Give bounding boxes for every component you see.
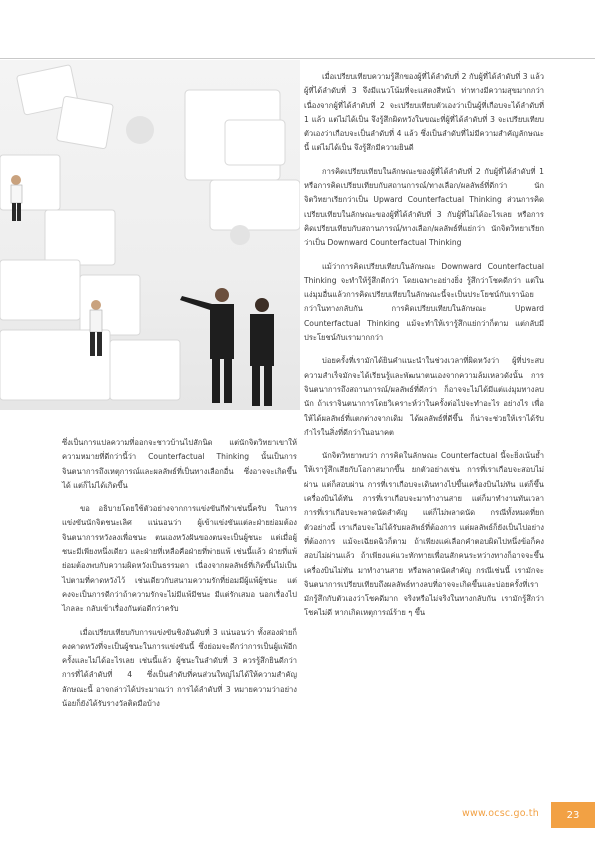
paragraph: บ่อยครั้งที่เรามักได้ยินคำแนะนำในช่วงเวลาที่ผิดหวังว่า ผู้ที่ประสบความสำเร็จมักจะได้เรียนรู้และพัฒนาตนเองจากความล้มเหลวดังนั้น การจินตนาการถึงสถานการณ์/ผลลัพธ์ที่ดีกว่า ก็อาจจะไม่ได้มีแต่แง่มุมทางลบนัก ถ้าเราจินตนาการโดยวิเคราะห์ว่าในครั้งต่อไปจะทำอะไร อย่างไร เพื่อให้ได้ผลลัพธ์ที่แตกต่างจากเดิม ได้ผลลัพธ์ที่ดีขึ้น ก็น่าจะช่วยให้เราได้รับกำไรในสิ่งที่ดีกว่าในอนาคต [304,356,544,437]
header-rule [0,58,595,59]
footer-website-link[interactable]: www.ocsc.go.th [462,808,539,819]
page-number: 23 [551,802,595,828]
photo-illustration [0,60,300,410]
paragraph: เมื่อเปรียบเทียบกับการแข่งขันชิงอันดับที่ 3 แน่นอนว่า ทั้งสองฝ่ายก็คงคาดหวังที่จะเป็นผู้ชนะในการแข่งขันนี้ ซึ่งย่อมจะดีกว่าการเป็นผู้แพ้อีกครั้งและไม่ได้อะไรเลย เช่นนี้แล้ว ผู้ชนะในลำดับที่ 3 ควรรู้สึกยินดีกว่าการที่ได้ลำดับที่ 4 ซึ่งเป็นลำดับที่คนส่วนใหญ่ไม่ได้ให้ความสำคัญลักษณะนี้ อาจกล่าวได้ประมาณว่า การได้ลำดับที่ 3 หมายความว่าอย่างน้อยก็ยังได้รับรางวัลติดมือบ้าง [62,627,297,709]
business-people-puzzle-photo [0,60,300,410]
paragraph: นักจิตวิทยาพบว่า การคิดในลักษณะ Counterfactual นี้จะยิ่งเน้นย้ำให้เรารู้สึกเสียกับโอกาสมากขึ้น ยกตัวอย่างเช่น การที่เราเกือบจะสอบไม่ผ่าน แต่ก็สอบผ่าน การที่เราเกือบจะเดินทางไปขึ้นเครื่องบินไม่ทัน แต่ก็ขึ้นเครื่องบินได้ทัน การที่เราเกือบจะมาทำงานสาย แต่ก็มาทำงานทันเวลา การที่เราเกือบจะพลาดนัดสำคัญ แต่ก็ไม่พลาดนัด กรณีทั้งหมดที่ยกตัวอย่างนี้ เราเกือบจะไม่ได้รับผลลัพธ์ที่ต้องการ แต่ผลลัพธ์ก็ยังเป็นไปอย่างที่ต้องการ แม้จะเฉียดฉิวก็ตาม ถ้าเพียงแค่เลือกคำตอบผิดไปหนึ่งข้อก็คงสอบไม่ผ่านแล้ว ถ้าเพียงแค่แวะทักทายเพื่อนสักคนระหว่างทางก็อาจจะขึ้นเครื่องบินไม่ทัน มาทำงานสาย หรือพลาดนัดสำคัญ กรณีเช่นนี้ เรามักจะจินตนาการเปรียบเทียบถึงผลลัพธ์ทางลบที่อาจจะเกิดขึ้นและบ่อยครั้งที่เรามักรู้สึกกับตัวเองว่าโชคดีมาก จริงหรือไม่จริงในทางกลับกัน เรามักรู้สึกว่าโชคไม่ดี หากเกิดเหตุการณ์ร้าย ๆ ขึ้น [304,451,544,618]
paragraph: ซึ่งเป็นการแปลความที่ออกจะชาวบ้านไปสักนิด แต่นักจิตวิทยาเขาให้ความหมายที่ดีกว่านี้ว่า Counterfactual Thinking นั้นเป็นการจินตนาการถึงเหตุการณ์และผลลัพธ์ที่เป็นทางเลือกอื่น ซึ่งอาจจะเกิดขึ้นได้ แต่ก็ไม่ได้เกิดขึ้น [62,438,297,490]
left-text-column [62,436,297,720]
paragraph: การคิดเปรียบเทียบในลักษณะของผู้ที่ได้ลำดับที่ 2 กับผู้ที่ได้ลำดับที่ 1 หรือการคิดเปรียบเทียบกับสถานการณ์/ทางเลือก/ผลลัพธ์ที่ดีกว่า นักจิตวิทยาเรียกว่าเป็น Upward Counterfactual Thinking ส่วนการคิดเปรียบเทียบในลักษณะของผู้ที่ได้ลำดับที่ 3 กับผู้ที่ไม่ได้อะไรเลย หรือการคิดเปรียบเทียบกับสถานการณ์/ทางเลือก/ผลลัพธ์ที่แย่กว่า นักจิตวิทยาเรียกว่าเป็น Downward Counterfactual Thinking [304,166,544,248]
right-text-column [304,70,544,630]
paragraph: แม้ว่าการคิดเปรียบเทียบในลักษณะ Downward Counterfactual Thinking จะทำให้รู้สึกดีกว่า โดยเฉพาะอย่างยิ่ง รู้สึกว่าโชคดีกว่า แต่ในแง่มุมอื่นแล้วการคิดเปรียบเทียบในลักษณะนี้จะเป็นประโยชน์กับเราน้อยกว่าในทางกลับกัน การคิดเปรียบเทียบในลักษณะ Upward Counterfactual Thinking แม้จะทำให้เรารู้สึกแย่กว่าก็ตาม แต่กลับมีประโยชน์กับเรามากกว่า [304,261,544,343]
paragraph: เมื่อเปรียบเทียบความรู้สึกของผู้ที่ได้ลำดับที่ 2 กับผู้ที่ได้ลำดับที่ 3 แล้ว ผู้ที่ได้ลำดับที่ 3 จึงมีแนวโน้มที่จะแสดงสีหน้า ท่าทางมีความสุขมากกว่า เนื่องจากผู้ที่ได้ลำดับที่ 2 จะเปรียบเทียบตัวเองว่าเป็นผู้ที่เกือบจะได้ลำดับที่ 1 แล้ว แต่ไม่ได้เป็น จึงรู้สึกผิดหวังในขณะที่ผู้ที่ได้ลำดับที่ 3 จะเปรียบเทียบตัวเองว่าเกือบจะเป็นลำดับที่ 4 แล้ว ซึ่งเป็นลำดับที่ไม่มีความสำคัญลักษณะนี้ แต่ไม่ได้เป็น จึงรู้สึกมีความยินดี [304,72,544,153]
paragraph: ขอ อธิบายโดยใช้ตัวอย่างจากการแข่งขันกีฬาเช่นนี้ครับ ในการแข่งขันนักจิตชนะเลิศ แน่นอนว่า ผู้เข้าแข่งขันแต่ละฝ่ายย่อมต้องจินตนาการหวังลงเพื่อชนะ ตนเองหวังฝันของตนจะเป็นผู้ชนะ แต่เมื่อผู้ชนะมีเพียงหนึ่งเดียว และฝ่ายที่เหลือคือฝ่ายที่พ่ายแพ้ เช่นนี้แล้ว ฝ่ายที่แพ้ย่อมต้องพบกับความผิดหวังเป็นธรรมดา เนื่องจากผลลัพธ์ที่เกิดขึ้นไม่เป็นไปตามที่คาดหวังไว้ เช่นเดียวกับสนามความรักที่ย่อมมีผู้แพ้ผู้ชนะ แต่คงจะเป็นการดีกว่าถ้าความรักจะไม่มีแพ้มีชนะ มีแต่รักเสมอ นอกเรื่องไปไกลละ กลับเข้าเรื่องกันต่อดีกว่าครับ [62,504,297,614]
